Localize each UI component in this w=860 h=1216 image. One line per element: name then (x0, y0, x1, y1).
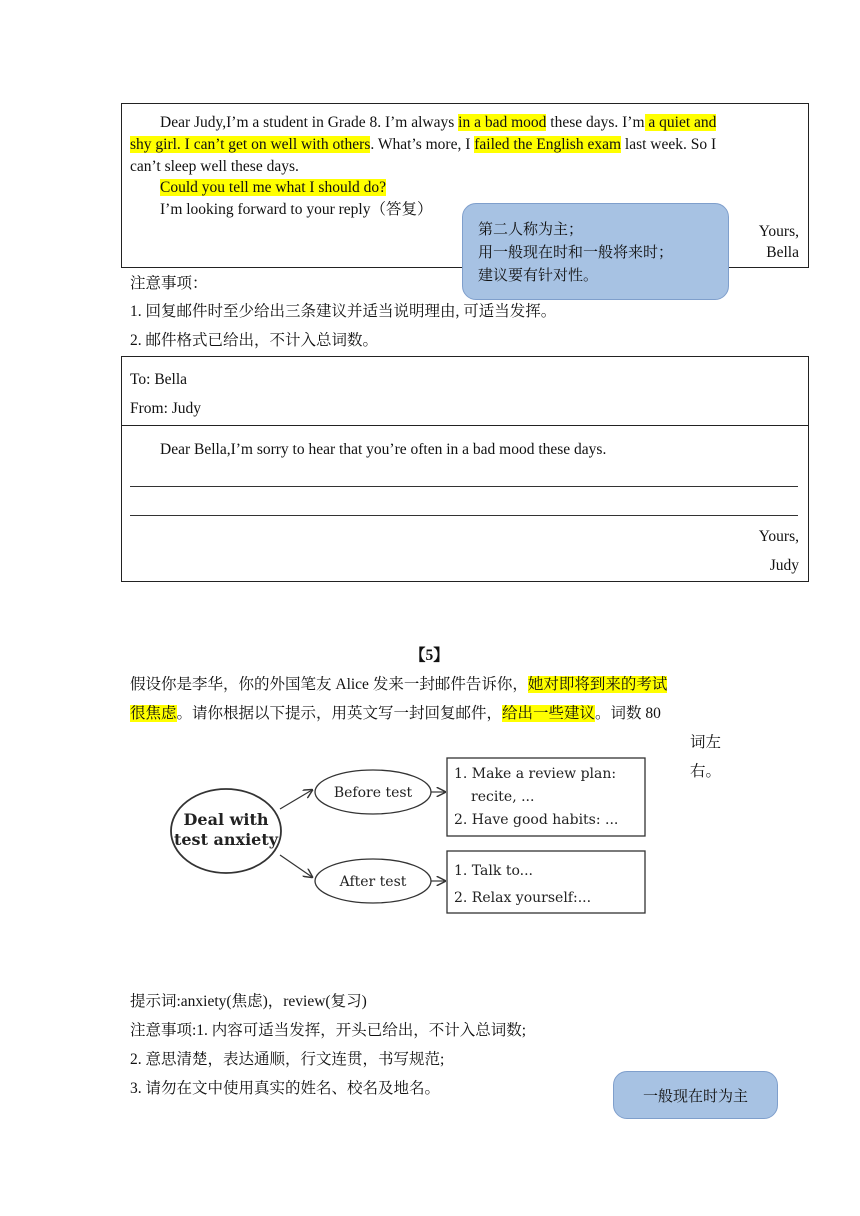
hint-note-2: 2. 意思清楚，表达通顺，行文连贯，书写规范; (130, 1051, 445, 1068)
before-item-1: 1. Make a review plan: (454, 766, 617, 782)
notes-item-1: 1. 回复邮件时至少给出三条建议并适当说明理由, 可适当发挥。 (130, 303, 557, 320)
letter-closing: Yours, (758, 223, 799, 240)
notes-item-2: 2. 邮件格式已给出，不计入总词数。 (130, 332, 379, 349)
task-line-2: 很焦虑。请你根据以下提示，用英文写一封回复邮件，给出一些建议。词数 80 (130, 705, 661, 722)
hint-note-3: 3. 请勿在文中使用真实的姓名、校名及地名。 (130, 1080, 441, 1097)
mind-map-diagram (165, 752, 655, 918)
task-line-3: 词左 (690, 734, 722, 751)
hint-words: 提示词:anxiety(焦虑)，review(复习) (130, 993, 367, 1010)
highlight-question: Could you tell me what I should do? (160, 179, 387, 196)
reply-from: From: Judy (130, 400, 202, 417)
callout-line-1: 第二人称为主； (478, 220, 584, 238)
letter-line-1: Dear Judy,I’m a student in Grade 8. I’m always in a bad mood these days. I’m a quiet and (160, 114, 717, 131)
reply-closing: Yours, (758, 528, 799, 545)
arrow-to-after (280, 855, 312, 877)
highlight-bad-mood: in a bad mood (458, 114, 547, 131)
highlight-quiet: a quiet and (644, 114, 717, 131)
callout-line-2: 用一般现在时和一般将来时； (478, 243, 674, 261)
answer-line-1[interactable] (130, 486, 798, 487)
reply-divider (121, 425, 809, 426)
letter-signature: Bella (766, 244, 799, 261)
highlight-anxious: 她对即将到来的考试 (527, 676, 668, 693)
task-line-4: 右。 (690, 763, 722, 780)
callout-present-tense (613, 1071, 778, 1119)
reply-signature: Judy (769, 557, 799, 574)
after-item-2: 2. Relax yourself:... (454, 890, 592, 906)
reply-opening: Dear Bella,I’m sorry to hear that you’re often in a bad mood these days. (160, 441, 607, 458)
callout-tense-note (462, 203, 729, 300)
reply-to: To: Bella (130, 371, 188, 388)
highlight-anxious-2: 很焦虑 (130, 705, 177, 722)
letter-line-3: can’t sleep well these days. (130, 158, 299, 175)
highlight-advice: 给出一些建议 (502, 705, 596, 722)
reply-box (121, 356, 809, 582)
callout2-text: 一般现在时为主 (642, 1086, 748, 1105)
highlight-failed-exam: failed the English exam (474, 136, 622, 153)
before-item-3: 2. Have good habits: ... (454, 812, 619, 828)
highlight-shy-girl: shy girl. I can’t get on well with others (130, 136, 371, 153)
hint-note-1: 注意事项:1. 内容可适当发挥，开头已给出，不计入总词数; (130, 1022, 527, 1039)
arrow-to-before (280, 790, 312, 809)
letter-line-5: I’m looking forward to your reply（答复） (160, 201, 433, 218)
letter-line-4 (160, 178, 386, 198)
center-label-2: test anxiety (173, 830, 279, 849)
notes-title: 注意事项： (130, 275, 208, 292)
task-heading: 【5】 (410, 647, 449, 664)
answer-line-2[interactable] (130, 515, 798, 516)
callout-line-3: 建议要有针对性。 (478, 266, 599, 284)
before-label: Before test (333, 785, 413, 801)
after-item-1: 1. Talk to... (454, 863, 533, 879)
before-item-2: recite, ... (471, 789, 535, 805)
letter-line-2: shy girl. I can’t get on well with others. What’s more, I failed the English exam last week. So I (130, 136, 717, 153)
center-label-1: Deal with (183, 810, 269, 829)
after-label: After test (339, 874, 407, 890)
task-line-1: 假设你是李华，你的外国笔友 Alice 发来一封邮件告诉你，她对即将到来的考试 (130, 676, 668, 693)
